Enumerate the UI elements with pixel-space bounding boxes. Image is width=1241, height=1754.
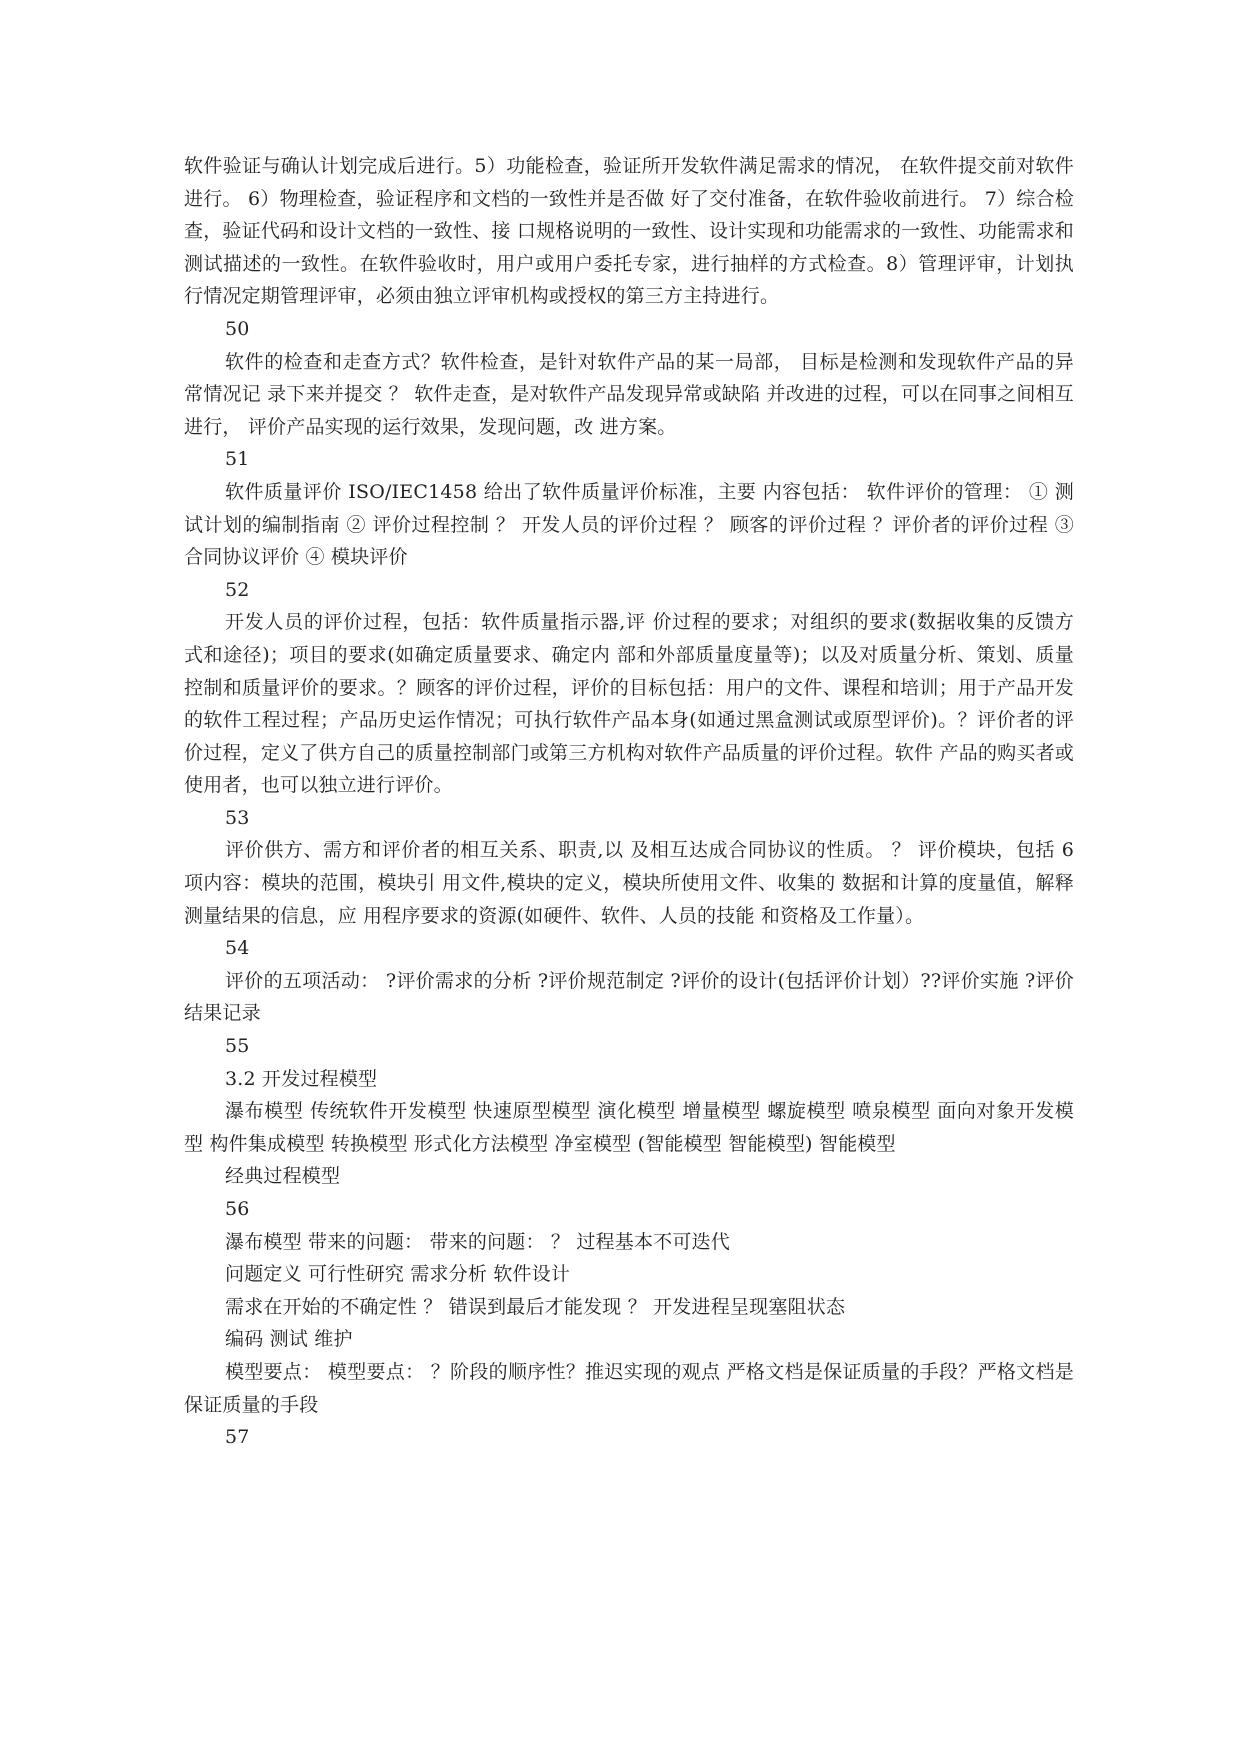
paragraph-evaluation-module: 评价供方、需方和评价者的相互关系、职责,以 及相互达成合同协议的性质。 ？ 评价模块，包括 6 项内容：模块的范围，模块引 用文件,模块的定义，模块所使用文件、收集的 数据和计算的度量值，解释测量结果的信息，应 用程序要求的资源(如硬件、软件、人员的技能 和资格及工作量）。 [184,839,1074,927]
paragraph-checks: 软件验证与确认计划完成后进行。5）功能检查，验证所开发软件满足需求的情况， 在软件提交前对软件进行。 6）物理检查，验证程序和文档的一致性并是否做 好了交付准备，在软件验收前进行。 7）综合检查，验证代码和设计文档的一致性、接 口规格说明的一致性、设计实现和功能需求的一致性、功能需求和测试描述的一致性。在软件验收时，用户或用户委托专家，进行抽样的方式检查。8）管理评审，计划执行情况定期管理评审，必须由独立评审机构或授权的第三方主持进行。 [184,155,1074,308]
section-number-51: 51 [225,448,250,471]
subheading-classic-models: 经典过程模型 [225,1165,341,1188]
section-number-57: 57 [225,1426,250,1449]
section-number-54: 54 [225,937,250,960]
paragraph-model-list: 瀑布模型 传统软件开发模型 快速原型模型 演化模型 增量模型 螺旋模型 喷泉模型 面向对象开发模型 构件集成模型 转换模型 形式化方法模型 净室模型 (智能模型 智能模型) 智能模型 [184,1100,1074,1155]
paragraph-model-points: 模型要点： 模型要点： ？阶段的顺序性？推迟实现的观点 严格文档是保证质量的手段？严格文档是保证质量的手段 [184,1360,1074,1416]
line-problems-2: 需求在开始的不确定性 ？ 错误到最后才能发现 ？ 开发进程呈现塞阻状态 [225,1295,846,1318]
section-number-52: 52 [225,578,250,601]
line-waterfall-problems: 瀑布模型 带来的问题： 带来的问题： ？ 过程基本不可迭代 [225,1230,730,1253]
paragraph-developer-evaluation: 开发人员的评价过程，包括：软件质量指示器,评 价过程的要求；对组织的要求(数据收集的反馈方 式和途径)；项目的要求(如确定质量要求、确定内 部和外部质量度量等)；以及对质量分析、策划、质量控制和质量评价的要求。？顾客的评价过程，评价的目标包括：用户的文件、课程和培训；用于产品开发的软件工程过程；产品历史运作情况；可执行软件产品本身(如通过黑盒测试或原型评价)。？评价者的评价过程，定义了供方自己的质量控制部门或第三方机构对软件产品质量的评价过程。软件 产品的购买者或使用者，也可以独立进行评价。 [184,611,1074,797]
document-body [184,150,1074,1454]
paragraph-inspection-walkthrough: 软件的检查和走查方式？软件检查，是针对软件产品的某一局部， 目标是检测和发现软件产品的异常情况记 录下来并提交 ？ 软件走查，是对软件产品发现异常或缺陷 并改进的过程，可以在同事之间相互进行， 评价产品实现的运行效果，发现问题，改 进方案。 [184,350,1074,438]
line-phases-1: 问题定义 可行性研究 需求分析 软件设计 [225,1263,571,1286]
section-heading: 3.2 开发过程模型 [225,1067,378,1090]
section-number-56: 56 [225,1198,250,1220]
paragraph-quality-evaluation: 软件质量评价 ISO/IEC1458 给出了软件质量评价标准，主要 内容包括： 软件评价的管理： ① 测试计划的编制指南 ② 评价过程控制 ？ 开发人员的评价过程 ？ 顾客的评价过程 ？评价者的评价过程 ③ 合同协议评价 ④ 模块评价 [184,480,1074,569]
section-number-53: 53 [225,806,250,829]
line-phases-2: 编码 测试 维护 [225,1328,353,1351]
section-number-50: 50 [225,317,250,340]
section-number-55: 55 [225,1035,250,1058]
paragraph-five-activities: 评价的五项活动： ?评价需求的分析 ?评价规范制定 ?评价的设计(包括评价计划）??评价实施 ?评价结果记录 [184,969,1074,1025]
